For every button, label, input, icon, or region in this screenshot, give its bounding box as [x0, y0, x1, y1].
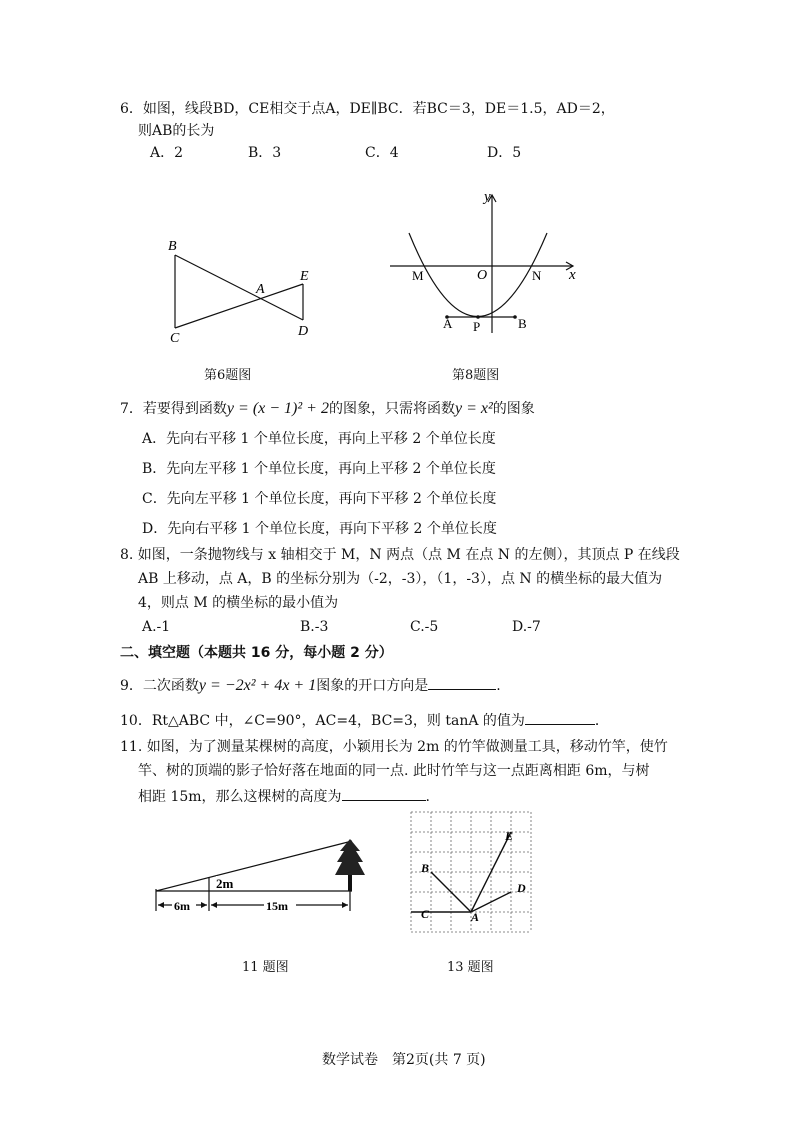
figure-11: [150, 835, 375, 920]
q7-function-2: y = x²: [454, 400, 493, 417]
q6-line1: 6．如图，线段BD，CE相交于点A，DE∥BC．若BC＝3，DE＝1.5，AD＝2，: [120, 101, 615, 117]
q8-line1: 8. 如图，一条抛物线与 x 轴相交于 M，N 两点（点 M 在点 N 的左侧），其顶点 P 在线段: [120, 547, 680, 563]
fig6-label-e: E: [300, 269, 309, 284]
figure-13: [405, 808, 540, 938]
q10-end: ．: [594, 713, 609, 729]
fig13-label-c: C: [421, 907, 430, 921]
fig6-label-a: A: [256, 282, 265, 297]
q11-line1: 11. 如图，为了测量某棵树的高度，小颖用长为 2m 的竹竿做测量工具，移动竹竿，使竹: [120, 739, 668, 755]
figure-6: [160, 230, 330, 355]
fig6-caption: 第6题图: [204, 368, 252, 383]
fig11-label-6m: 6m: [174, 899, 190, 913]
q11-line3: [138, 786, 430, 806]
q7-option-a: A．先向右平移 1 个单位长度，再向上平移 2 个单位长度: [142, 431, 496, 447]
fig8-label-y: y: [484, 189, 491, 205]
fig8-label-n: N: [532, 268, 542, 283]
fig6-label-d: D: [298, 324, 309, 339]
q8-line2: AB 上移动，点 A，B 的坐标分别为（-2，-3），（1，-3），点 N 的横坐标的最大值为: [138, 571, 663, 587]
fig8-caption: 第8题图: [452, 368, 500, 383]
tree-icon: [335, 839, 365, 891]
q8-option-c: C.-5: [410, 619, 439, 635]
q9-stem: [120, 675, 501, 695]
q10-text: 10．Rt△ABC 中，∠C=90°，AC=4，BC=3，则 tanA 的值为: [120, 713, 525, 729]
q9-prefix: 9．二次函数: [120, 678, 199, 694]
fig13-label-b: B: [421, 861, 430, 875]
q8-line3: 4，则点 M 的横坐标的最小值为: [138, 595, 339, 611]
q7-prefix: 7．若要得到函数: [120, 401, 227, 417]
q11-answer-blank[interactable]: [342, 786, 426, 801]
q9-answer-blank[interactable]: [428, 675, 496, 690]
q10-stem: [120, 710, 609, 730]
q11-line3-text: 相距 15m，那么这棵树的高度为: [138, 789, 342, 805]
q7-option-d: D．先向右平移 1 个单位长度，再向下平移 2 个单位长度: [142, 521, 497, 537]
q7-option-b: B．先向左平移 1 个单位长度，再向上平移 2 个单位长度: [142, 461, 496, 477]
q9-end: .: [496, 678, 501, 694]
q7-middle: 的图象，只需将函数: [328, 401, 455, 417]
fig8-label-b: B: [518, 316, 527, 331]
q7-option-c: C．先向左平移 1 个单位长度，再向下平移 2 个单位长度: [142, 491, 497, 507]
fig8-label-m: M: [412, 268, 424, 283]
fig13-label-d: D: [517, 881, 526, 895]
q7-function-1: y = (x − 1)² + 2: [226, 400, 329, 417]
page-footer: 数学试卷 第2页(共 7 页): [322, 1052, 486, 1068]
q11-end: .: [425, 789, 430, 805]
q6-option-a: A．2: [150, 145, 184, 161]
q7-stem: [120, 400, 535, 418]
q8-option-a: A.-1: [142, 619, 171, 635]
fig6-label-b: B: [168, 239, 177, 254]
q6-line2: 则AB的长为: [138, 123, 215, 139]
fig11-label-pole: 2m: [216, 876, 234, 891]
q6-option-c: C．4: [365, 145, 399, 161]
q7-suffix: 的图象: [492, 401, 535, 417]
fig8-label-a: A: [443, 316, 453, 331]
fig11-label-15m: 15m: [266, 899, 288, 913]
q9-function: y = −2x² + 4x + 1: [198, 677, 317, 694]
fig13-label-e: E: [505, 829, 514, 843]
fig6-label-c: C: [170, 331, 180, 346]
q8-option-d: D.-7: [512, 619, 541, 635]
fig8-label-p: P: [473, 319, 481, 334]
q11-line2: 竿、树的顶端的影子恰好落在地面的同一点. 此时竹竿与这一点距离相距 6m，与树: [138, 763, 650, 779]
q6-option-d: D．5: [487, 145, 522, 161]
figure-8: [385, 185, 585, 340]
fig13-label-a: A: [471, 910, 480, 924]
fig8-label-o: O: [477, 268, 488, 283]
q10-answer-blank[interactable]: [525, 710, 595, 725]
q8-option-b: B.-3: [300, 619, 329, 635]
q6-option-b: B．3: [248, 145, 282, 161]
fig11-caption: 11 题图: [242, 960, 289, 975]
fig13-caption: 13 题图: [447, 960, 494, 975]
q9-suffix: 图象的开口方向是: [316, 678, 429, 694]
section-2-heading: 二、填空题（本题共 16 分，每小题 2 分）: [120, 645, 393, 661]
fig8-label-x: x: [569, 267, 576, 283]
